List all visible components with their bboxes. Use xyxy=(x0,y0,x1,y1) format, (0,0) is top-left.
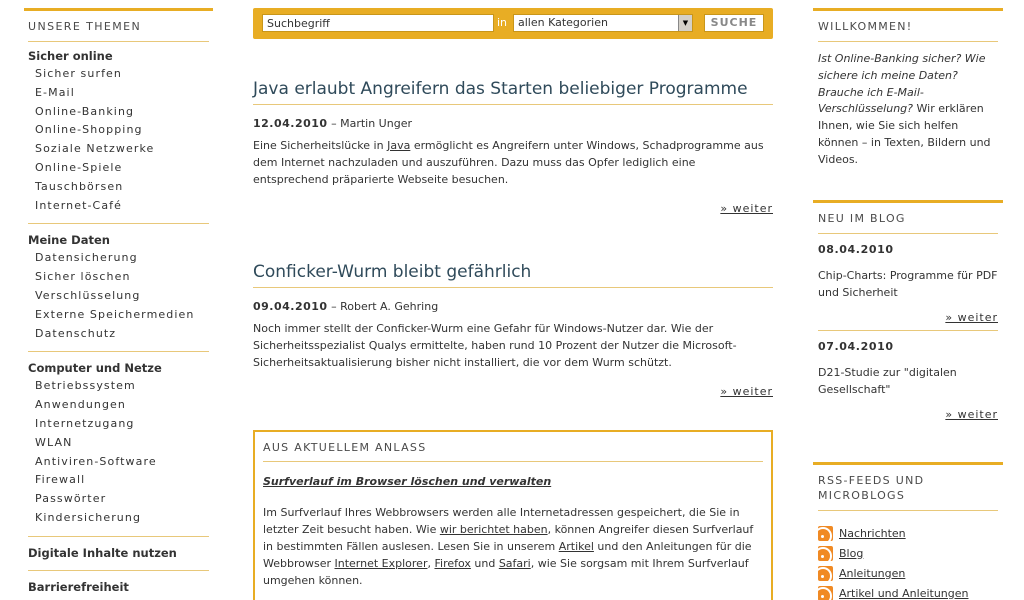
nav-item[interactable]: Soziale Netzwerke xyxy=(35,142,155,156)
occasion-text-part: Im Surfverlauf Ihres Webbrowsers werden alle Internetadressen gespeichert, die Sie in letzter Zeit besucht haben. Wie xyxy=(263,506,740,536)
rss-icon xyxy=(818,546,833,561)
nav-item[interactable]: Antiviren-Software xyxy=(35,454,157,468)
reported-link[interactable]: wir berichtet haben xyxy=(439,523,548,536)
article-date: 09.04.2010 xyxy=(253,300,328,313)
nav-title-meine-daten[interactable]: Meine Daten xyxy=(28,233,110,248)
welcome-heading: WILLKOMMEN! xyxy=(818,19,998,42)
blog-date: 07.04.2010 xyxy=(818,340,894,353)
nav-group-sicher-online xyxy=(28,49,209,224)
nav-item[interactable]: Datensicherung xyxy=(35,251,138,265)
article-meta xyxy=(253,300,773,313)
blog-entry xyxy=(818,243,998,331)
feed-item[interactable] xyxy=(818,543,998,563)
occasion-title-link[interactable]: Surfverlauf im Browser löschen und verwalten xyxy=(263,475,552,488)
nav-title-digitale-inhalte[interactable]: Digitale Inhalte nutzen xyxy=(28,545,177,560)
article-author: Martin Unger xyxy=(340,117,412,130)
category-select[interactable] xyxy=(513,14,693,32)
nav-item[interactable]: Firewall xyxy=(35,473,86,487)
current-occasion-box xyxy=(253,430,773,600)
nav-group-digitale-inhalte xyxy=(28,546,209,571)
blog-text[interactable]: Chip-Charts: Programme für PDF und Sicherheit xyxy=(818,269,998,299)
feeds-heading: RSS-FEEDS UND MICROBLOGS xyxy=(818,473,998,511)
feeds-box xyxy=(813,462,1003,600)
occasion-text-part: und den Anleitungen für die Webbrowser xyxy=(263,540,752,570)
nav-title-barrierefreiheit[interactable]: Barrierefreiheit xyxy=(28,579,129,594)
nav-title-computer-netze[interactable]: Computer und Netze xyxy=(28,361,162,376)
search-bar xyxy=(253,8,773,39)
teaser-text: Eine Sicherheitslücke in xyxy=(253,139,388,152)
nav-item[interactable]: Tauschbörsen xyxy=(35,179,124,193)
blog-box xyxy=(813,200,1003,427)
occasion-heading: AUS AKTUELLEM ANLASS xyxy=(263,441,763,462)
blog-heading: NEU IM BLOG xyxy=(818,211,998,234)
feed-item[interactable] xyxy=(818,523,998,543)
feed-item[interactable] xyxy=(818,583,998,600)
article-conficker xyxy=(253,261,773,398)
rss-icon xyxy=(818,566,833,581)
blog-date: 08.04.2010 xyxy=(818,243,894,256)
nav-group-barrierefreiheit xyxy=(28,580,209,600)
blog-text[interactable]: D21-Studie zur "digitalen Gesellschaft" xyxy=(818,366,957,396)
article-title[interactable]: Java erlaubt Angreifern das Starten beliebiger Programme xyxy=(253,78,773,105)
blog-read-more-link[interactable]: » weiter xyxy=(945,311,998,324)
welcome-box xyxy=(813,8,1003,169)
topics-heading: UNSERE THEMEN xyxy=(28,20,209,42)
search-input[interactable] xyxy=(262,14,494,32)
rss-icon xyxy=(818,526,833,541)
feed-item[interactable] xyxy=(818,563,998,583)
nav-item[interactable]: Betriebssystem xyxy=(35,379,136,393)
left-sidebar xyxy=(24,8,213,600)
topics-box xyxy=(24,8,213,600)
search-in-label: in xyxy=(497,16,508,29)
dropdown-arrow-icon[interactable]: ▼ xyxy=(678,15,692,31)
meta-dash: – xyxy=(327,300,341,313)
nav-item[interactable]: E-Mail xyxy=(35,85,75,99)
nav-item[interactable]: Kindersicherung xyxy=(35,510,142,524)
article-date: 12.04.2010 xyxy=(253,117,328,130)
search-button[interactable]: SUCHE xyxy=(704,14,764,32)
occasion-text-part: , wie Sie sorgsam mit Ihrem Surfverlauf umgehen können. xyxy=(263,557,749,587)
welcome-answer: Wir erklären Ihnen, wie Sie sich helfen können – in Texten, Bildern und Videos. xyxy=(818,102,991,166)
nav-group-computer-netze xyxy=(28,361,209,536)
nav-item[interactable]: Datenschutz xyxy=(35,326,117,340)
welcome-questions: Ist Online-Banking sicher? Wie sichere ich meine Daten? Brauche ich E-Mail-Verschlüsselung? xyxy=(818,52,986,116)
teaser-text: ermöglicht es Angreifern unter Windows, Schadprogramme aus dem Internet nachzuladen und auszuführen. Dazu muss das Opfer lediglich eine entsprechend präparierte Webseite besuchen. xyxy=(253,139,764,186)
nav-group-meine-daten xyxy=(28,233,209,352)
nav-item[interactable]: Online-Banking xyxy=(35,104,135,118)
read-more-link[interactable]: » weiter xyxy=(720,202,773,215)
nav-item[interactable]: Verschlüsselung xyxy=(35,288,141,302)
nav-item[interactable]: Online-Spiele xyxy=(35,160,123,174)
rss-icon xyxy=(818,586,833,600)
nav-item[interactable]: Anwendungen xyxy=(35,398,126,412)
occasion-text-part: und xyxy=(470,557,499,570)
occasion-text xyxy=(263,504,763,589)
firefox-link[interactable]: Firefox xyxy=(434,557,471,570)
article-meta xyxy=(253,117,773,130)
safari-link[interactable]: Safari xyxy=(498,557,531,570)
read-more-link[interactable]: » weiter xyxy=(720,385,773,398)
article-link[interactable]: Artikel xyxy=(558,540,594,553)
nav-item[interactable]: Sicher surfen xyxy=(35,67,122,80)
nav-title-sicher-online[interactable]: Sicher online xyxy=(28,49,113,63)
article-teaser xyxy=(253,137,773,188)
meta-dash: – xyxy=(327,117,341,130)
nav-item[interactable]: Passwörter xyxy=(35,492,107,506)
article-java xyxy=(253,78,773,215)
blog-entry xyxy=(818,340,998,427)
feed-label[interactable]: Blog xyxy=(839,546,864,560)
nav-item[interactable]: Sicher löschen xyxy=(35,270,131,284)
blog-read-more-link[interactable]: » weiter xyxy=(945,408,998,421)
java-link[interactable]: Java xyxy=(387,139,411,152)
nav-item[interactable]: Externe Speichermedien xyxy=(35,307,195,321)
feed-label[interactable]: Nachrichten xyxy=(839,526,906,540)
feed-label[interactable]: Anleitungen xyxy=(839,566,906,580)
occasion-text-part: , können Angreifer diesen Surfverlauf in bestimmten Fällen auslesen. Lesen Sie in unserem xyxy=(263,523,754,553)
occasion-text-part: , xyxy=(427,557,435,570)
article-author: Robert A. Gehring xyxy=(340,300,439,313)
nav-item[interactable]: Online-Shopping xyxy=(35,123,143,137)
nav-item[interactable]: Internetzugang xyxy=(35,416,135,430)
nav-item[interactable]: WLAN xyxy=(35,435,73,449)
feed-label[interactable]: Artikel und Anleitungen xyxy=(839,586,969,600)
welcome-text xyxy=(818,51,998,169)
internet-explorer-link[interactable]: Internet Explorer xyxy=(334,557,428,570)
category-select-value: allen Kategorien xyxy=(518,16,608,29)
article-teaser: Noch immer stellt der Conficker-Wurm eine Gefahr für Windows-Nutzer dar. Wie der Sicherheitsspezialist Qualys ermittelte, haben rund 10 Prozent der Nutzer die Microsoft-Sicherheitsaktualisierung bisher nicht installiert, die vor dem Wurm schützt. xyxy=(253,322,737,369)
nav-item[interactable]: Internet-Café xyxy=(35,198,123,212)
article-title[interactable]: Conficker-Wurm bleibt gefährlich xyxy=(253,261,773,288)
